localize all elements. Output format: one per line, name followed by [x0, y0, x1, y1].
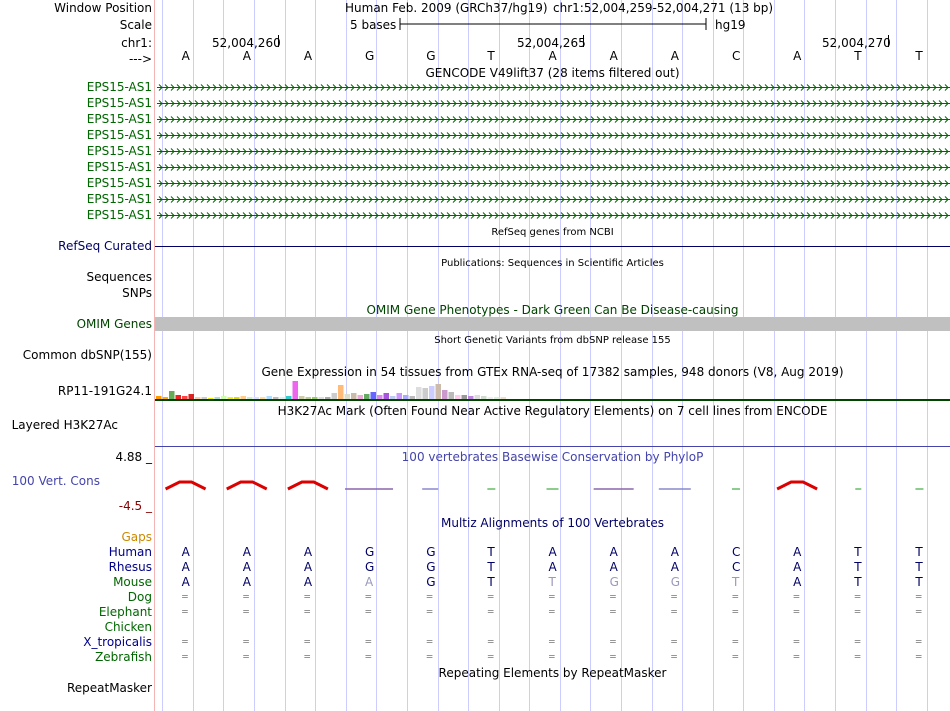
gtex-tissue-bar — [436, 384, 442, 399]
alignment-base: G — [670, 575, 681, 589]
gencode-title: GENCODE V49lift37 (28 items filtered out) — [425, 66, 680, 80]
alignment-base: = — [365, 635, 372, 648]
alignment-base: = — [854, 635, 861, 648]
h3k27ac-title: H3K27Ac Mark (Often Found Near Active Regulatory Elements) on 7 cell lines from ENCODE — [277, 404, 828, 418]
track-area[interactable] — [155, 0, 950, 711]
alignment-base: = — [181, 590, 189, 603]
coord-3: 52,004,270 — [822, 36, 891, 50]
alignment-base: = — [793, 605, 800, 618]
h3k27ac-baseline — [155, 446, 950, 447]
sequences-label[interactable]: Sequences — [86, 270, 152, 284]
alignment-base: = — [303, 650, 311, 663]
multiz-title: Multiz Alignments of 100 Vertebrates — [440, 516, 665, 530]
alignment-base: T — [854, 560, 862, 574]
alignment-base: = — [731, 590, 739, 603]
base-12: T — [915, 49, 923, 63]
species-label[interactable]: Human — [108, 545, 152, 559]
base-11: T — [854, 49, 862, 63]
omim-gene-bar[interactable] — [155, 317, 950, 331]
assembly-text: Human Feb. 2009 (GRCh37/hg19) — [345, 1, 548, 15]
alignment-base: = — [303, 590, 311, 603]
alignment-base: = — [487, 650, 494, 663]
omim-label[interactable]: OMIM Genes — [76, 317, 152, 331]
gencode-gene-label[interactable]: EPS15-AS1 — [86, 128, 152, 142]
alignment-base: A — [242, 575, 251, 589]
alignment-base: = — [487, 635, 494, 648]
alignment-base: = — [915, 605, 923, 618]
base-0: A — [181, 49, 190, 63]
alignment-base: = — [242, 650, 250, 663]
alignment-base: C — [731, 545, 741, 559]
alignment-base: = — [731, 650, 739, 663]
alignment-base: = — [426, 635, 433, 648]
phylop-mark — [288, 482, 328, 489]
gaps-label[interactable]: Gaps — [121, 530, 152, 544]
base-9: C — [731, 49, 741, 63]
alignment-base: = — [426, 590, 433, 603]
alignment-base: T — [854, 575, 862, 589]
alignment-base: A — [303, 575, 313, 589]
phylop-mark — [777, 482, 817, 489]
alignment-base: = — [609, 605, 617, 618]
base-2: A — [303, 49, 313, 63]
gtex-tissue-bar — [338, 385, 344, 399]
gencode-gene-label[interactable]: EPS15-AS1 — [86, 80, 152, 94]
alignment-base: = — [181, 605, 189, 618]
alignment-base: = — [548, 650, 556, 663]
alignment-base: A — [181, 560, 190, 574]
gtex-tissue-bar — [449, 392, 455, 399]
coord-2: 52,004,265 — [517, 36, 586, 50]
phylop-mark — [227, 482, 267, 489]
snps-label[interactable]: SNPs — [122, 286, 152, 300]
refseq-title: RefSeq genes from NCBI — [491, 227, 614, 238]
alignment-base: T — [915, 545, 923, 559]
gtex-tissue-bar — [442, 390, 448, 399]
alignment-base: = — [242, 605, 250, 618]
alignment-base: = — [609, 650, 617, 663]
base-3: G — [365, 49, 375, 63]
alignment-base: = — [731, 605, 739, 618]
coord-1: 52,004,260 — [212, 36, 281, 50]
alignment-base: G — [365, 560, 375, 574]
alignment-base: = — [793, 590, 800, 603]
repeatmasker-label[interactable]: RepeatMasker — [66, 681, 152, 695]
species-label[interactable]: Chicken — [104, 620, 152, 634]
window-position-label: Window Position — [54, 1, 152, 15]
base-4: G — [426, 49, 436, 63]
alignment-base: A — [793, 575, 802, 589]
alignment-base: = — [854, 650, 861, 663]
alignment-base: = — [548, 590, 556, 603]
chrom-label: chr1: — [121, 36, 152, 50]
alignment-base: = — [854, 605, 861, 618]
alignment-base: A — [303, 545, 313, 559]
phylop-min-label: -4.5 _ — [118, 499, 152, 513]
species-label[interactable]: Zebrafish — [95, 650, 152, 664]
gencode-gene-label[interactable]: EPS15-AS1 — [86, 192, 152, 206]
gencode-gene-label[interactable]: EPS15-AS1 — [86, 144, 152, 158]
phylop-title: 100 vertebrates Basewise Conservation by PhyloP — [401, 450, 704, 464]
alignment-base: = — [303, 635, 311, 648]
gtex-expression-bars[interactable] — [155, 378, 950, 400]
alignment-base: T — [915, 560, 923, 574]
gtex-tissue-bar — [429, 386, 435, 399]
gtex-gene-label[interactable]: RP11-191G24.1 — [57, 384, 152, 398]
dbsnp-title: Short Genetic Variants from dbSNP release 155 — [434, 335, 671, 346]
gtex-tissue-bar — [416, 387, 422, 399]
gencode-gene-label[interactable]: EPS15-AS1 — [86, 176, 152, 190]
gtex-tissue-bar — [293, 381, 299, 399]
h3k27ac-label[interactable]: Layered H3K27Ac — [11, 418, 118, 432]
base-8: A — [670, 49, 680, 63]
alignment-base: = — [487, 605, 494, 618]
alignment-base: = — [181, 650, 189, 663]
alignment-base: A — [181, 575, 190, 589]
alignment-base: A — [670, 560, 680, 574]
alignment-base: T — [487, 560, 495, 574]
alignment-base: A — [303, 560, 313, 574]
alignment-base: A — [548, 560, 557, 574]
alignment-base: A — [242, 560, 251, 574]
species-label[interactable]: X_tropicalis — [83, 635, 152, 649]
alignment-base: = — [365, 590, 372, 603]
alignment-base: G — [365, 545, 375, 559]
phylop-conservation-plot[interactable] — [155, 470, 950, 510]
alignment-base: = — [426, 650, 433, 663]
alignment-base: = — [365, 605, 372, 618]
refseq-label[interactable]: RefSeq Curated — [58, 239, 152, 253]
alignment-base: = — [242, 590, 250, 603]
scale-db-text: hg19 — [715, 18, 746, 32]
alignment-base: = — [670, 590, 678, 603]
phylop-label[interactable]: 100 Vert. Cons — [11, 474, 100, 488]
alignment-base: G — [426, 575, 436, 589]
scale-bases-text: 5 bases — [350, 18, 397, 32]
alignment-base: = — [548, 605, 556, 618]
alignment-base: = — [915, 590, 923, 603]
gtex-tissue-bar — [371, 392, 377, 399]
track-labels-column — [0, 0, 155, 711]
alignment-base: = — [915, 650, 923, 663]
alignment-base: T — [731, 575, 740, 589]
base-7: A — [609, 49, 618, 63]
dbsnp-label[interactable]: Common dbSNP(155) — [22, 348, 152, 362]
alignment-base: = — [793, 635, 800, 648]
omim-title: OMIM Gene Phenotypes - Dark Green Can Be Disease-causing — [366, 303, 739, 317]
alignment-base: A — [609, 560, 618, 574]
gtex-title: Gene Expression in 54 tissues from GTEx RNA-seq of 17382 samples, 948 donors (V8, Aug 2019) — [261, 365, 844, 379]
phylop-max-label: 4.88 _ — [115, 450, 152, 464]
alignment-base: = — [609, 590, 617, 603]
alignment-base: A — [670, 545, 680, 559]
species-label[interactable]: Mouse — [113, 575, 152, 589]
alignment-base: G — [609, 575, 619, 589]
base-5: T — [487, 49, 495, 63]
scale-label: Scale — [119, 18, 152, 32]
scale-bar — [398, 16, 718, 32]
gencode-transcripts[interactable] — [155, 80, 950, 230]
gencode-gene-label[interactable]: EPS15-AS1 — [86, 112, 152, 126]
alignment-base: T — [487, 575, 495, 589]
gtex-baseline — [155, 399, 950, 401]
species-label[interactable]: Elephant — [98, 605, 152, 619]
alignment-base: A — [793, 560, 802, 574]
alignment-base: = — [365, 650, 372, 663]
alignment-base: = — [793, 650, 800, 663]
phylop-mark — [166, 482, 206, 489]
publications-title: Publications: Sequences in Scientific Articles — [441, 258, 664, 269]
alignment-base: = — [181, 635, 189, 648]
base-1: A — [242, 49, 251, 63]
alignment-base: A — [242, 545, 251, 559]
alignment-base: = — [487, 590, 494, 603]
alignment-base: A — [181, 545, 190, 559]
refseq-line[interactable] — [155, 246, 950, 247]
alignment-base: A — [548, 545, 557, 559]
alignment-base: = — [609, 635, 617, 648]
position-text: chr1:52,004,259-52,004,271 (13 bp) — [553, 1, 774, 15]
alignment-base: = — [303, 605, 311, 618]
alignment-base: A — [609, 545, 618, 559]
gencode-gene-label[interactable]: EPS15-AS1 — [86, 208, 152, 222]
alignment-base: = — [242, 635, 250, 648]
alignment-base: T — [487, 545, 495, 559]
gtex-tissue-bar — [423, 388, 429, 399]
alignment-base: = — [731, 635, 739, 648]
alignment-base: A — [793, 545, 802, 559]
strand-label: ---> — [128, 52, 152, 66]
alignment-base: = — [670, 635, 678, 648]
alignment-base: T — [915, 575, 923, 589]
gencode-gene-label[interactable]: EPS15-AS1 — [86, 160, 152, 174]
coord-ticks — [155, 35, 950, 49]
alignment-base: G — [426, 545, 436, 559]
alignment-base: = — [854, 590, 861, 603]
species-label[interactable]: Dog — [127, 590, 152, 604]
alignment-base: = — [670, 650, 678, 663]
alignment-base: = — [670, 605, 678, 618]
base-6: A — [548, 49, 557, 63]
alignment-base: T — [854, 545, 862, 559]
alignment-base: G — [426, 560, 436, 574]
alignment-base: T — [548, 575, 556, 589]
repeatmasker-title: Repeating Elements by RepeatMasker — [438, 666, 667, 680]
alignment-base: = — [548, 635, 556, 648]
gtex-tissue-bar — [169, 391, 175, 399]
alignment-base: = — [915, 635, 923, 648]
alignment-base: A — [365, 575, 374, 589]
alignment-base: = — [426, 605, 433, 618]
base-10: A — [793, 49, 802, 63]
alignment-base: C — [731, 560, 741, 574]
species-label[interactable]: Rhesus — [108, 560, 152, 574]
gencode-gene-label[interactable]: EPS15-AS1 — [86, 96, 152, 110]
